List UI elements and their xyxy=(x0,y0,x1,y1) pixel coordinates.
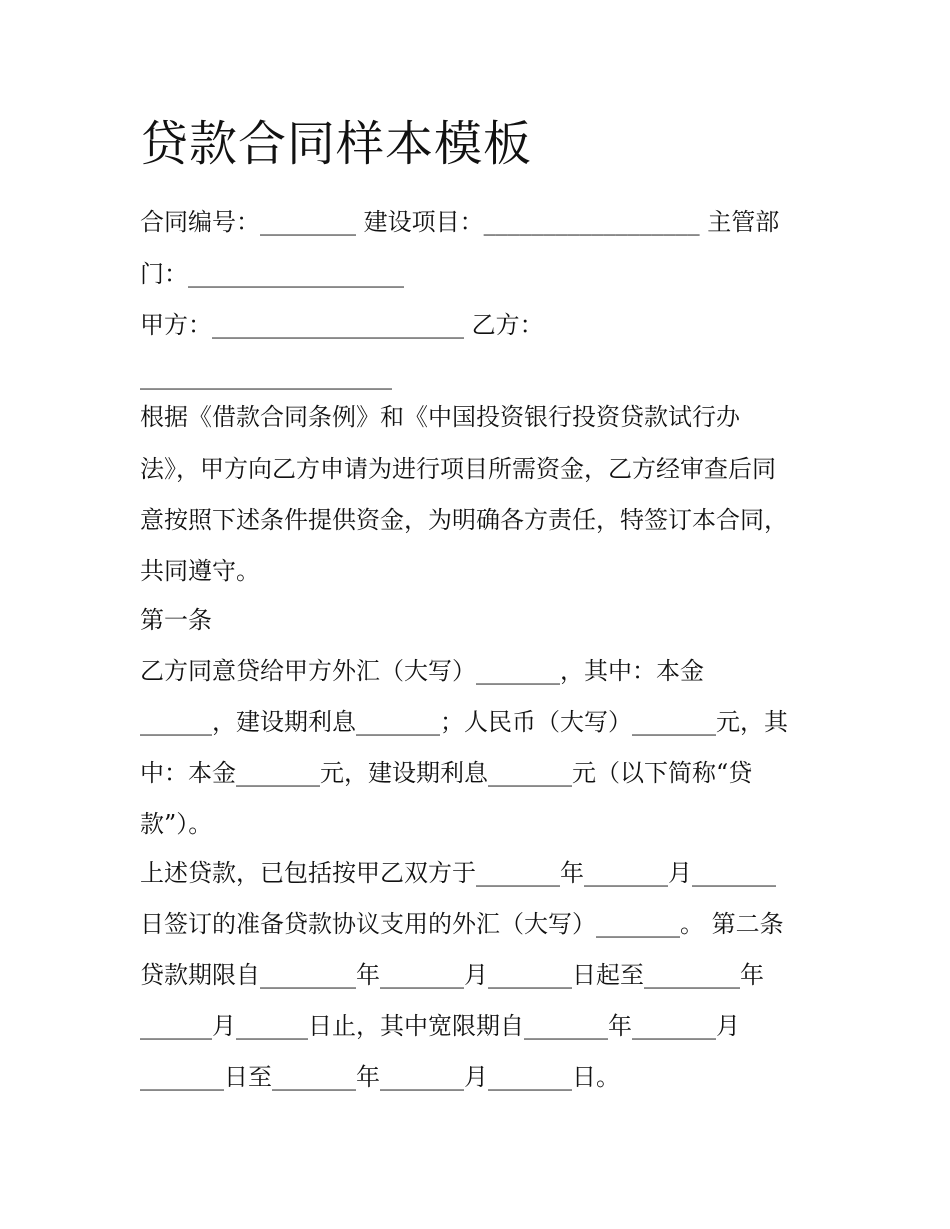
preamble-line: 根据《借款合同条例》和《中国投资银行投资贷款试行办 xyxy=(140,403,740,431)
party-line: 甲方：_____________________ 乙方： xyxy=(140,311,544,339)
article-line: 贷款期限自________年_______月_______日起至________年 xyxy=(140,961,764,989)
article-line: 乙方同意贷给甲方外汇（大写）_______，其中：本金 xyxy=(140,657,704,685)
preamble-line: 意按照下述条件提供资金，为明确各方责任，特签订本合同， xyxy=(140,506,788,534)
article-line: 日签订的准备贷款协议支用的外汇（大写）_______。 第二条 xyxy=(140,910,784,938)
contract-info-line: 合同编号：________ 建设项目：__________________ 主管部 xyxy=(140,208,780,236)
article-line: 上述贷款，已包括按甲乙双方于_______年_______月_______ xyxy=(140,859,776,887)
article-line: ______月______日止，其中宽限期自_______年_______月 xyxy=(140,1012,740,1040)
preamble-line: 共同遵守。 xyxy=(140,557,260,585)
contract-info-line: 门：__________________ xyxy=(140,260,404,288)
document-title: 贷款合同样本模板 xyxy=(140,116,533,172)
article-line: 款”）。 xyxy=(140,810,213,838)
article-heading: 第一条 xyxy=(140,606,212,634)
article-line: ______，建设期利息_______；人民币（大写）_______元，其 xyxy=(140,708,788,736)
article-line: 中：本金_______元，建设期利息_______元（以下简称“贷 xyxy=(140,759,753,787)
party-line: _____________________ xyxy=(140,362,392,390)
preamble-line: 法》，甲方向乙方申请为进行项目所需资金，乙方经审查后同 xyxy=(140,455,776,483)
article-line: _______日至_______年_______月_______日。 xyxy=(140,1063,620,1091)
